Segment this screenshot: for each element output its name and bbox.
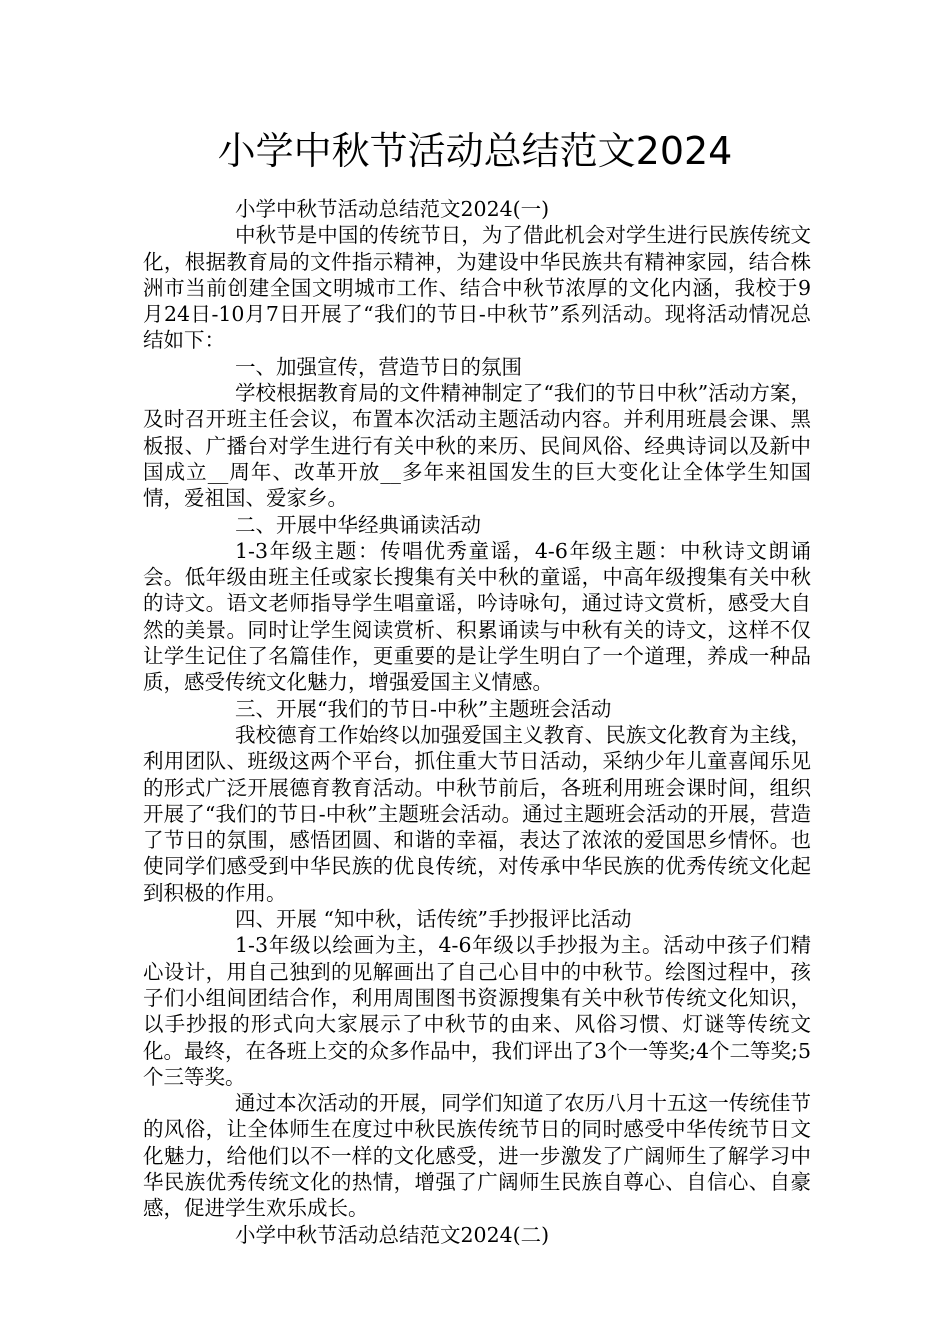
- section-heading-class-meeting: 三、开展“我们的节日-中秋”主题班会活动: [235, 696, 612, 721]
- paragraph-intro: 中秋节是中国的传统节日，为了借此机会对学生进行民族传统文化，根据教育局的文件指示精神，为建设中华民族共有精神家园，结合株洲市当前创建全国文明城市工作、结合中秋节浓厚的文化内涵，我校于9月24日-10月7日开展了“我们的节日-中秋节”系列活动。现将活动情况总结如下：: [143, 223, 811, 353]
- section-heading-handwritten-paper: 四、开展 “知中秋，话传统”手抄报评比活动: [235, 907, 632, 932]
- paragraph-publicity: 学校根据教育局的文件精神制定了“我们的节日中秋”活动方案，及时召开班主任会议，布置本次活动主题活动内容。并利用班晨会课、黑板报、广播台对学生进行有关中秋的来历、民间风俗、经典诗词以及新中国成立__周年、改革开放__多年来祖国发生的巨大变化让全体学生知国情，爱祖国、爱家乡。: [143, 381, 811, 511]
- paragraph-class-meeting: 我校德育工作始终以加强爱国主义教育、民族文化教育为主线，利用团队、班级这两个平台，抓住重大节日活动，采纳少年儿童喜闻乐见的形式广泛开展德育教育活动。中秋节前后，各班利用班会课时间，组织开展了“我们的节日-中秋”主题班会活动。通过主题班会活动的开展，营造了节日的氛围，感悟团圆、和谐的幸福，表达了浓浓的爱国思乡情怀。也使同学们感受到中华民族的优良传统，对传承中华民族的优秀传统文化起到积极的作用。: [143, 722, 811, 905]
- document-body: [143, 196, 811, 1248]
- document-title: 小学中秋节活动总结范文2024: [217, 129, 733, 173]
- section-heading-2: 小学中秋节活动总结范文2024(二): [235, 1222, 550, 1247]
- section-heading-1: 小学中秋节活动总结范文2024(一): [235, 197, 550, 221]
- section-heading-reading: 二、开展中华经典诵读活动: [235, 512, 481, 537]
- paragraph-conclusion: 通过本次活动的开展，同学们知道了农历八月十五这一传统佳节的风俗，让全体师生在度过中秋民族传统节日的同时感受中华传统节日文化魅力，给他们以不一样的文化感受，进一步激发了广阔师生了解学习中华民族优秀传统文化的热情，增强了广阔师生民族自尊心、自信心、自豪感，促进学生欢乐成长。: [143, 1091, 811, 1221]
- paragraph-reading: 1-3年级主题：传唱优秀童谣，4-6年级主题：中秋诗文朗诵会。低年级由班主任或家长搜集有关中秋的童谣，中高年级搜集有关中秋的诗文。语文老师指导学生唱童谣，吟诗咏句，通过诗文赏析，感受大自然的美景。同时让学生阅读赏析、积累诵读与中秋有关的诗文，这样不仅让学生记住了名篇佳作，更重要的是让学生明白了一个道理，养成一种品质，感受传统文化魅力，增强爱国主义情感。: [143, 538, 811, 695]
- paragraph-handwritten-paper: 1-3年级以绘画为主，4-6年级以手抄报为主。活动中孩子们精心设计，用自己独到的见解画出了自己心目中的中秋节。绘图过程中，孩子们小组间团结合作，利用周围图书资源搜集有关中秋节传统文化知识，以手抄报的形式向大家展示了中秋节的由来、风俗习惯、灯谜等传统文化。最终，在各班上交的众多作品中，我们评出了3个一等奖;4个二等奖;5个三等奖。: [143, 933, 811, 1089]
- section-heading-publicity: 一、加强宣传，营造节日的氛围: [235, 354, 522, 379]
